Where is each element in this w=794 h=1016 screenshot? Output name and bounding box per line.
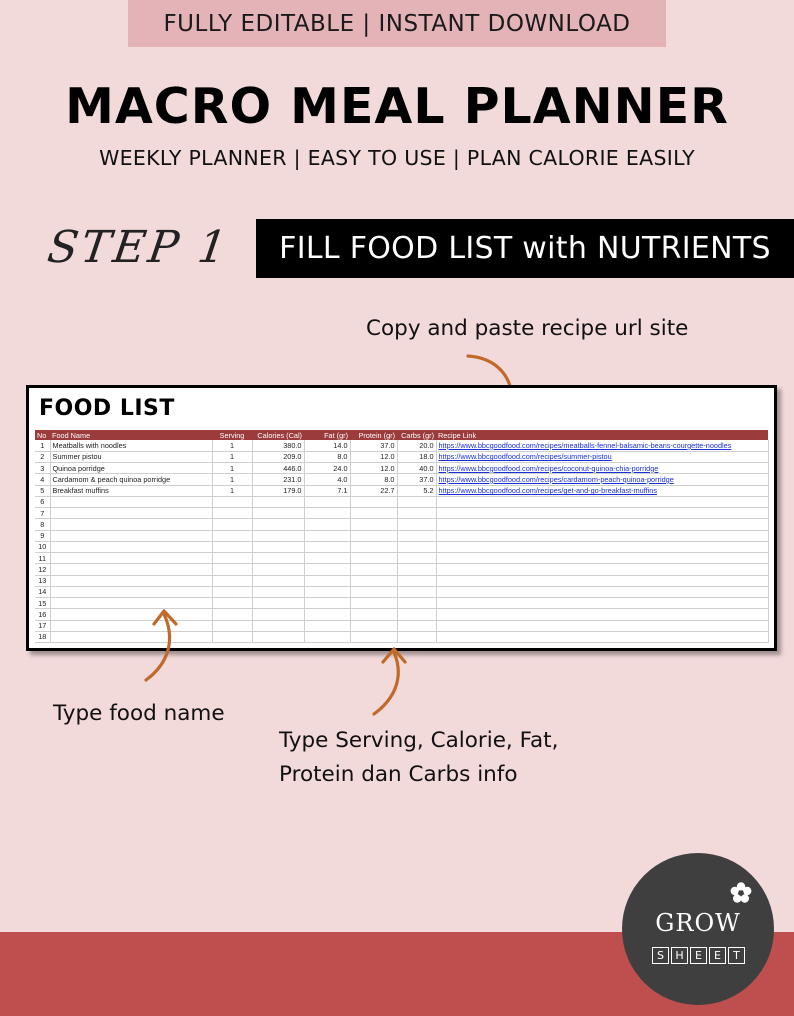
cell-food-name[interactable] (50, 530, 212, 541)
cell-recipe-link[interactable] (436, 620, 768, 631)
cell-serving[interactable] (212, 631, 252, 642)
cell-no[interactable]: 11 (35, 553, 50, 564)
cell-serving[interactable]: 1 (212, 463, 252, 474)
cell-serving[interactable] (212, 541, 252, 552)
cell-fat[interactable] (304, 609, 350, 620)
cell-food-name[interactable]: Summer pistou (50, 451, 212, 462)
header-protein: Protein (gr) (350, 430, 397, 440)
cell-no[interactable]: 14 (35, 586, 50, 597)
cell-carbs[interactable]: 37.0 (397, 474, 436, 485)
header-carbs: Carbs (gr) (397, 430, 436, 440)
growsheet-logo (622, 853, 774, 1005)
cell-food-name[interactable] (50, 553, 212, 564)
cell-recipe-link[interactable] (436, 586, 768, 597)
table-row (35, 463, 768, 474)
cell-fat[interactable] (304, 530, 350, 541)
cell-carbs[interactable] (397, 598, 436, 609)
table-row (35, 586, 768, 597)
cell-fat[interactable]: 7.1 (304, 485, 350, 496)
logo-letter: S (652, 947, 669, 964)
header-no: No (35, 430, 50, 440)
header-calories: Calories (Cal) (252, 430, 304, 440)
table-row (35, 564, 768, 575)
cell-calories[interactable] (252, 530, 304, 541)
cell-protein[interactable]: 37.0 (350, 440, 397, 451)
annotation-nutrients (279, 724, 558, 792)
page-subtitle: WEEKLY PLANNER | EASY TO USE | PLAN CALORIE EASILY (99, 146, 695, 170)
cell-food-name[interactable] (50, 508, 212, 519)
flower-icon (729, 881, 753, 905)
logo-letter: H (671, 947, 688, 964)
cell-calories[interactable] (252, 508, 304, 519)
table-row (35, 553, 768, 564)
cell-serving[interactable] (212, 496, 252, 507)
cell-no[interactable]: 17 (35, 620, 50, 631)
cell-calories[interactable] (252, 598, 304, 609)
cell-fat[interactable] (304, 631, 350, 642)
table-row (35, 508, 768, 519)
cell-carbs[interactable] (397, 508, 436, 519)
table-row (35, 440, 768, 451)
cell-serving[interactable] (212, 620, 252, 631)
cell-no[interactable]: 9 (35, 530, 50, 541)
cell-calories[interactable]: 446.0 (252, 463, 304, 474)
cell-protein[interactable] (350, 609, 397, 620)
cell-no[interactable]: 3 (35, 463, 50, 474)
sheet-title: FOOD LIST (39, 396, 175, 421)
cell-protein[interactable] (350, 496, 397, 507)
cell-calories[interactable]: 179.0 (252, 485, 304, 496)
cell-serving[interactable]: 1 (212, 474, 252, 485)
cell-recipe-link[interactable] (436, 541, 768, 552)
table-header-row (35, 430, 768, 440)
cell-no[interactable]: 6 (35, 496, 50, 507)
cell-carbs[interactable] (397, 575, 436, 586)
cell-carbs[interactable] (397, 519, 436, 530)
logo-grow-text: GROW (655, 909, 741, 937)
cell-protein[interactable] (350, 575, 397, 586)
logo-sheet-letters (652, 947, 745, 964)
cell-food-name[interactable] (50, 541, 212, 552)
cell-calories[interactable] (252, 609, 304, 620)
cell-serving[interactable] (212, 586, 252, 597)
cell-carbs[interactable] (397, 541, 436, 552)
cell-fat[interactable] (304, 620, 350, 631)
cell-protein[interactable]: 22.7 (350, 485, 397, 496)
cell-calories[interactable] (252, 496, 304, 507)
cell-fat[interactable] (304, 519, 350, 530)
cell-food-name[interactable]: Quinoa porridge (50, 463, 212, 474)
table-row (35, 485, 768, 496)
cell-calories[interactable] (252, 620, 304, 631)
annotation-food-name: Type food name (53, 701, 225, 726)
cell-food-name[interactable] (50, 575, 212, 586)
cell-serving[interactable] (212, 575, 252, 586)
cell-recipe-link[interactable]: https://www.bbcgoodfood.com/recipes/coconut-quinoa-chia-porridge (436, 463, 768, 474)
cell-calories[interactable]: 209.0 (252, 451, 304, 462)
header-food-name: Food Name (50, 430, 212, 440)
header-fat: Fat (gr) (304, 430, 350, 440)
cell-carbs[interactable] (397, 530, 436, 541)
cell-calories[interactable] (252, 586, 304, 597)
cell-carbs[interactable]: 40.0 (397, 463, 436, 474)
cell-serving[interactable] (212, 598, 252, 609)
cell-protein[interactable] (350, 553, 397, 564)
cell-recipe-link[interactable] (436, 564, 768, 575)
cell-serving[interactable] (212, 564, 252, 575)
cell-protein[interactable] (350, 620, 397, 631)
cell-no[interactable]: 15 (35, 598, 50, 609)
cell-serving[interactable] (212, 553, 252, 564)
cell-fat[interactable] (304, 508, 350, 519)
cell-no[interactable]: 7 (35, 508, 50, 519)
cell-recipe-link[interactable] (436, 519, 768, 530)
cell-protein[interactable] (350, 508, 397, 519)
table-row (35, 575, 768, 586)
cell-fat[interactable]: 8.0 (304, 451, 350, 462)
cell-fat[interactable] (304, 575, 350, 586)
cell-no[interactable]: 4 (35, 474, 50, 485)
cell-protein[interactable] (350, 586, 397, 597)
cell-fat[interactable]: 4.0 (304, 474, 350, 485)
cell-protein[interactable] (350, 519, 397, 530)
cell-recipe-link[interactable] (436, 575, 768, 586)
cell-fat[interactable]: 24.0 (304, 463, 350, 474)
cell-fat[interactable] (304, 598, 350, 609)
header-serving: Serving (212, 430, 252, 440)
logo-letter: E (690, 947, 707, 964)
cell-protein[interactable]: 12.0 (350, 463, 397, 474)
cell-calories[interactable] (252, 541, 304, 552)
cell-no[interactable]: 10 (35, 541, 50, 552)
cell-no[interactable]: 2 (35, 451, 50, 462)
cell-recipe-link[interactable] (436, 553, 768, 564)
cell-food-name[interactable] (50, 519, 212, 530)
cell-fat[interactable] (304, 496, 350, 507)
cell-carbs[interactable] (397, 586, 436, 597)
cell-fat[interactable] (304, 541, 350, 552)
cell-no[interactable]: 18 (35, 631, 50, 642)
cell-no[interactable]: 8 (35, 519, 50, 530)
cell-no[interactable]: 1 (35, 440, 50, 451)
step-label: STEP 1 (44, 222, 233, 273)
cell-no[interactable]: 5 (35, 485, 50, 496)
table-row (35, 451, 768, 462)
cell-calories[interactable]: 231.0 (252, 474, 304, 485)
cell-recipe-link[interactable]: https://www.bbcgoodfood.com/recipes/cardamom-peach-quinoa-porridge (436, 474, 768, 485)
cell-fat[interactable]: 14.0 (304, 440, 350, 451)
cell-calories[interactable] (252, 631, 304, 642)
cell-serving[interactable] (212, 508, 252, 519)
cell-protein[interactable] (350, 598, 397, 609)
cell-no[interactable]: 12 (35, 564, 50, 575)
cell-carbs[interactable] (397, 496, 436, 507)
arrow-up-icon (138, 604, 188, 686)
cell-protein[interactable] (350, 631, 397, 642)
cell-fat[interactable] (304, 553, 350, 564)
cell-food-name[interactable] (50, 564, 212, 575)
cell-recipe-link[interactable] (436, 598, 768, 609)
cell-food-name[interactable]: Meatballs with noodles (50, 440, 212, 451)
cell-carbs[interactable] (397, 620, 436, 631)
cell-protein[interactable]: 12.0 (350, 451, 397, 462)
arrow-up-icon (366, 642, 416, 720)
cell-carbs[interactable] (397, 564, 436, 575)
cell-recipe-link[interactable] (436, 496, 768, 507)
table-row (35, 496, 768, 507)
cell-calories[interactable] (252, 553, 304, 564)
page-title: MACRO MEAL PLANNER (65, 78, 729, 135)
table-row (35, 519, 768, 530)
cell-serving[interactable]: 1 (212, 485, 252, 496)
cell-serving[interactable] (212, 530, 252, 541)
cell-carbs[interactable] (397, 609, 436, 620)
cell-carbs[interactable]: 5.2 (397, 485, 436, 496)
table-row (35, 474, 768, 485)
cell-calories[interactable]: 380.0 (252, 440, 304, 451)
cell-fat[interactable] (304, 586, 350, 597)
cell-carbs[interactable]: 18.0 (397, 451, 436, 462)
cell-recipe-link[interactable] (436, 530, 768, 541)
table-row (35, 530, 768, 541)
annotation-nutrients-line2: Protein dan Carbs info (279, 762, 518, 787)
cell-protein[interactable]: 8.0 (350, 474, 397, 485)
cell-serving[interactable] (212, 609, 252, 620)
header-recipe-link: Recipe Link (436, 430, 768, 440)
cell-calories[interactable] (252, 575, 304, 586)
cell-serving[interactable] (212, 519, 252, 530)
cell-food-name[interactable] (50, 496, 212, 507)
table-row (35, 541, 768, 552)
top-banner: FULLY EDITABLE | INSTANT DOWNLOAD (128, 0, 666, 47)
cell-recipe-link[interactable] (436, 631, 768, 642)
cell-calories[interactable] (252, 519, 304, 530)
cell-no[interactable]: 13 (35, 575, 50, 586)
logo-letter: T (728, 947, 745, 964)
cell-protein[interactable] (350, 541, 397, 552)
cell-carbs[interactable] (397, 553, 436, 564)
cell-carbs[interactable]: 20.0 (397, 440, 436, 451)
cell-food-name[interactable]: Breakfast muffins (50, 485, 212, 496)
cell-protein[interactable] (350, 564, 397, 575)
cell-no[interactable]: 16 (35, 609, 50, 620)
cell-recipe-link[interactable]: https://www.bbcgoodfood.com/recipes/summer-pistou (436, 451, 768, 462)
step-instruction: FILL FOOD LIST with NUTRIENTS (256, 219, 794, 278)
cell-protein[interactable] (350, 530, 397, 541)
cell-recipe-link[interactable]: https://www.bbcgoodfood.com/recipes/meatballs-fennel-balsamic-beans-courgette-noodles (436, 440, 768, 451)
cell-recipe-link[interactable] (436, 609, 768, 620)
annotation-recipe-url: Copy and paste recipe url site (366, 316, 689, 341)
cell-food-name[interactable] (50, 586, 212, 597)
logo-letter: E (709, 947, 726, 964)
cell-recipe-link[interactable] (436, 508, 768, 519)
cell-fat[interactable] (304, 564, 350, 575)
cell-recipe-link[interactable]: https://www.bbcgoodfood.com/recipes/get-and-go-breakfast-muffins (436, 485, 768, 496)
cell-serving[interactable]: 1 (212, 451, 252, 462)
cell-calories[interactable] (252, 564, 304, 575)
cell-carbs[interactable] (397, 631, 436, 642)
cell-serving[interactable]: 1 (212, 440, 252, 451)
cell-food-name[interactable]: Cardamom & peach quinoa porridge (50, 474, 212, 485)
annotation-nutrients-line1: Type Serving, Calorie, Fat, (279, 728, 559, 753)
